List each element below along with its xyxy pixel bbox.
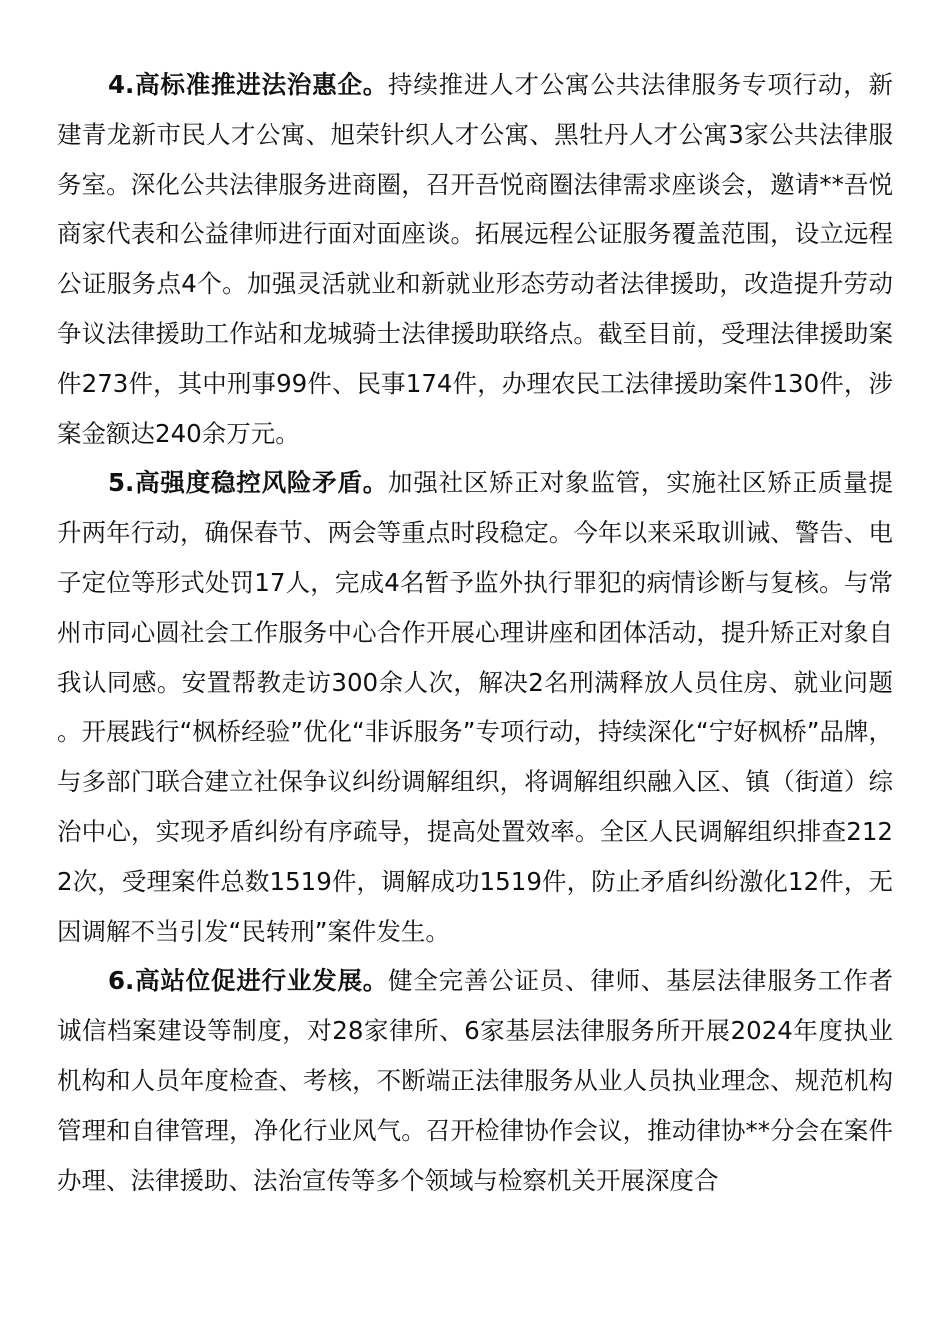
paragraph-6-body: 健全完善公证员、律师、基层法律服务工作者诚信档案建设等制度，对28家律所、6家基层法律服务所开展2024年度执业机构和人员年度检查、考核，不断端正法律服务从业人员执业理念、规范机构管理和自律管理，净化行业风气。召开检律协作会议，推动律协**分会在案件办理、法律援助、法治宣传等多个领域与检察机关开展深度合 <box>57 966 894 1195</box>
paragraph-4-heading: 4.高标准推进法治惠企。 <box>108 70 389 99</box>
paragraph-4-body: 持续推进人才公寓公共法律服务专项行动，新建青龙新市民人才公寓、旭荣针织人才公寓、黑牡丹人才公寓3家公共法律服务室。深化公共法律服务进商圈，召开吾悦商圈法律需求座谈会，邀请**吾悦商家代表和公益律师进行面对面座谈。拓展远程公证服务覆盖范围，设立远程公证服务点4个。加强灵活就业和新就业形态劳动者法律援助，改造提升劳动争议法律援助工作站和龙城骑士法律援助联络点。截至目前，受理法律援助案件273件，其中刑事99件、民事174件，办理农民工法律援助案件130件，涉案金额达240余万元。 <box>57 70 894 448</box>
paragraph-6 <box>57 956 893 1205</box>
paragraph-5-heading: 5.高强度稳控风险矛盾。 <box>108 468 389 498</box>
paragraph-4 <box>57 60 893 458</box>
paragraph-5-body: 加强社区矫正对象监管，实施社区矫正质量提升两年行动，确保春节、两会等重点时段稳定。今年以来采取训诫、警告、电子定位等形式处罚17人，完成4名暂予监外执行罪犯的病情诊断与复核。与常州市同心圆社会工作服务中心合作开展心理讲座和团体活动，提升矫正对象自我认同感。安置帮教走访300余人次，解决2名刑满释放人员住房、就业问题。开展践行“枫桥经验”优化“非诉服务”专项行动，持续深化“宁好枫桥”品牌，与多部门联合建立社保争议纠纷调解组织，将调解组织融入区、镇（街道）综治中心，实现矛盾纠纷有序疏导，提高处置效率。全区人民调解组织排查2122次，受理案件总数1519件，调解成功1519件，防止矛盾纠纷激化12件，无因调解不当引发“民转刑”案件发生。 <box>57 468 894 946</box>
paragraph-6-heading: 6.高站位促进行业发展。 <box>108 966 389 996</box>
paragraph-5 <box>57 458 893 956</box>
document-page <box>57 60 893 1205</box>
